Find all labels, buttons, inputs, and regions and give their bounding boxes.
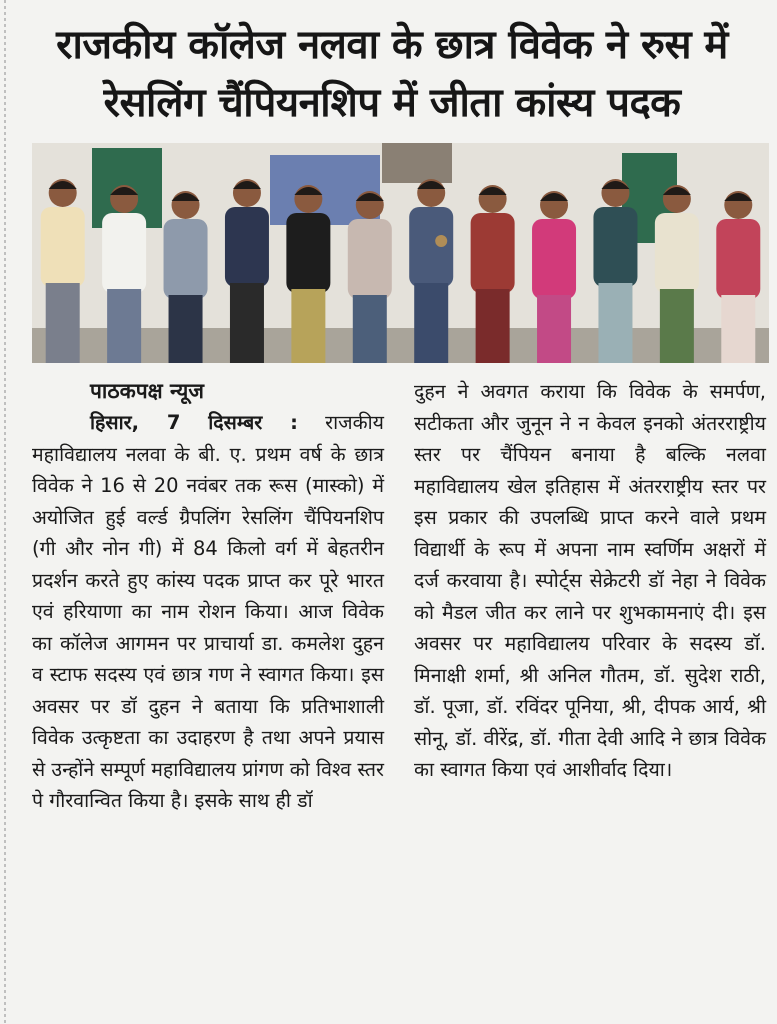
person-legs (721, 295, 755, 363)
group-photo-image (32, 143, 769, 363)
person-torso (471, 213, 515, 293)
person-legs (476, 289, 510, 363)
column-left (32, 376, 384, 817)
medal-icon (435, 235, 447, 247)
person-legs (598, 283, 632, 363)
dateline: हिसार, 7 दिसम्बर : (90, 411, 298, 434)
person-torso (409, 207, 453, 287)
person-legs (107, 289, 141, 363)
person-legs (353, 295, 387, 363)
person-torso (225, 207, 269, 287)
person-torso (593, 207, 637, 287)
person-legs (537, 295, 571, 363)
person-torso (286, 213, 330, 293)
person-torso (164, 219, 208, 299)
person-torso (102, 213, 146, 293)
headline: राजकीय कॉलेज नलवा के छात्र विवेक ने रुस में रेसलिंग चैंपियनशिप में जीता कांस्य पदक (56, 22, 728, 126)
person-torso (532, 219, 576, 299)
person-legs (291, 289, 325, 363)
photo-cabinet (382, 143, 452, 183)
byline: पाठकपक्ष न्यूज (90, 379, 204, 403)
person-torso (716, 219, 760, 299)
photo-floor (32, 328, 769, 363)
person-torso (348, 219, 392, 299)
body-text-right: दुहन ने अवगत कराया कि विवेक के समर्पण, सटीकता और जुनून ने न केवल इनको अंतरराष्ट्रीय स्तर पर चैंपियन बनाया है बल्कि नलवा महाविद्यालय खेल इतिहास में अंतरराष्ट्रीय स्तर पर इस प्रकार की उपलब्धि प्राप्त करने वाले प्रथम विद्यार्थी के रूप में अपना नाम स्वर्णिम अक्षरों में दर्ज करवाया है। स्पोर्ट्स सेक्रेटरी डॉ नेहा ने विवेक को मैडल जीत कर लाने पर शुभकामनाएं दी। इस अवसर पर महाविद्यालय परिवार के सदस्य डॉ. मिनाक्षी शर्मा, श्री अनिल गौतम, डॉ. सुदेश राठी, डॉ. पूजा, डॉ. रविंदर पूनिया, श्री, दीपक आर्य, श्री सोनू, डॉ. वीरेंद्र, डॉ. गीता देवी आदि ने छात्र विवेक का स्वागत किया एवं आशीर्वाद दिया। (414, 380, 766, 781)
body-text-left: राजकीय महाविद्यालय नलवा के बी. ए. प्रथम वर्ष के छात्र विवेक ने 16 से 20 नवंबर तक रूस (मास्को) में अयोजित हुई वर्ल्ड ग्रैपलिंग रेसलिंग चैंपियनशिप (गी और नोन गी) में 84 किलो वर्ग में बेहतरीन प्रदर्शन करते हुए कांस्य पदक प्राप्त कर पूरे भारत एवं हरियाणा का नाम रोशन किया। आज विवेक का कॉलेज आगमन पर प्राचार्या डा. कमलेश दुहन व स्टाफ सदस्य एवं छात्र गण ने स्वागत किया। इस अवसर पर डॉ दुहन ने बताया कि प्रतिभाशाली विवेक उत्कृष्टता का उदाहरण है तथा अपने प्रयास से उन्होंने सम्पूर्ण महाविद्यालय प्रांगण को विश्व स्तर पे गौरवान्वित किया है। इसके साथ ही डॉ (32, 411, 384, 812)
person-torso (655, 213, 699, 293)
person-legs (46, 283, 80, 363)
person-torso (41, 207, 85, 287)
person-legs (230, 283, 264, 363)
group-photo (32, 143, 769, 363)
page-fold-edge (0, 0, 12, 1024)
paragraph-left (32, 407, 384, 817)
person-legs (169, 295, 203, 363)
column-right (414, 376, 766, 786)
person-legs (414, 283, 448, 363)
person-legs (660, 289, 694, 363)
